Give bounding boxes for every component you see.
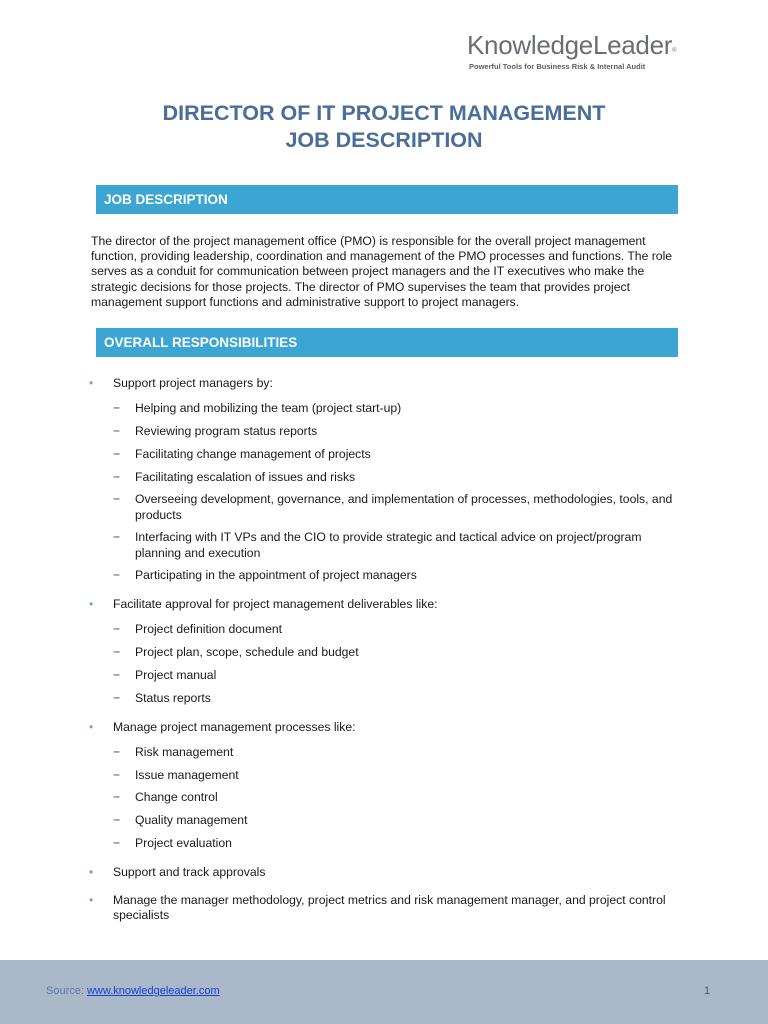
dash-marker: − (113, 530, 121, 545)
logo-tagline: Powerful Tools for Business Risk & Internal Audit (469, 62, 646, 71)
sub-list-item (89, 470, 679, 485)
bullet-text: Support and track approvals (113, 864, 266, 879)
responsibility-bullet (89, 865, 679, 880)
sub-list-item (89, 447, 679, 462)
sub-list-item (89, 768, 679, 783)
footer-source (46, 985, 220, 997)
dash-marker: − (113, 835, 121, 850)
sub-list-item (89, 813, 679, 828)
dash-marker: − (113, 424, 121, 438)
sub-list (89, 745, 679, 851)
sub-item-text: Project plan, scope, schedule and budget (135, 645, 359, 660)
sub-list-item (89, 424, 679, 439)
dash-marker: − (113, 568, 121, 583)
sub-list (89, 401, 679, 583)
bullet-marker: • (89, 864, 94, 879)
page-title (90, 100, 678, 154)
sub-item-text: Helping and mobilizing the team (project start-up) (135, 401, 402, 416)
sub-list-item (89, 668, 679, 683)
sub-list-item (89, 622, 679, 637)
sub-item-text: Interfacing with IT VPs and the CIO to provide strategic and tactical advice on project/program planning and execution (135, 530, 642, 560)
dash-marker: − (113, 690, 121, 705)
dash-marker: − (113, 767, 121, 782)
page-number: 1 (704, 985, 711, 997)
sub-item-text: Project manual (135, 667, 217, 682)
source-label: Source: (46, 985, 87, 997)
bullet-marker: • (89, 597, 94, 612)
job-description-paragraph: The director of the project management office (PMO) is responsible for the overall project management function, providing leadership, coordination and management of the PMO processes and functions. The role serves as a conduit for communication between project managers and the IT executives who make the strategic decisions for those projects. The director of PMO supervises the team that provides project management support functions and administrative support to project managers. (91, 234, 673, 309)
title-line-1: DIRECTOR OF IT PROJECT MANAGEMENT (162, 101, 606, 125)
responsibility-bullet (89, 720, 679, 735)
responsibility-bullet (89, 597, 679, 612)
section-heading-overall-responsibilities: OVERALL RESPONSIBILITIES (96, 328, 678, 357)
page-footer (0, 960, 768, 1024)
responsibilities-list (89, 376, 679, 923)
sub-list (89, 622, 679, 706)
bullet-marker: • (89, 892, 94, 907)
sub-item-text: Status reports (135, 690, 211, 705)
dash-marker: − (113, 469, 121, 484)
dash-marker: − (113, 622, 121, 637)
dash-marker: − (113, 744, 121, 759)
sub-item-text: Reviewing program status reports (135, 424, 318, 438)
bullet-marker: • (89, 376, 94, 390)
sub-item-text: Quality management (135, 813, 248, 828)
sub-item-text: Change control (135, 790, 218, 805)
sub-list-item (89, 401, 679, 416)
responsibility-bullet (89, 376, 679, 391)
title-line-2: JOB DESCRIPTION (285, 128, 483, 152)
dash-marker: − (113, 667, 121, 682)
logo-registered-mark: ® (672, 48, 677, 54)
sub-list-item (89, 530, 679, 560)
sub-list-item (89, 745, 679, 760)
sub-list-item (89, 492, 679, 522)
bullet-text: Facilitate approval for project management deliverables like: (113, 597, 438, 612)
sub-list-item (89, 790, 679, 805)
sub-item-text: Participating in the appointment of project managers (135, 568, 417, 583)
sub-item-text: Overseeing development, governance, and implementation of processes, methodologies, tools, and products (135, 492, 673, 522)
bullet-text: Manage project management processes like: (113, 719, 356, 734)
section-heading-job-description: JOB DESCRIPTION (96, 185, 678, 214)
bullet-text: Manage the manager methodology, project metrics and risk management manager, and project control specialists (113, 892, 666, 923)
bullet-marker: • (89, 719, 94, 734)
dash-marker: − (113, 790, 121, 805)
sub-item-text: Risk management (135, 744, 234, 759)
bullet-text: Support project managers by: (113, 376, 273, 390)
sub-list-item (89, 568, 679, 583)
dash-marker: − (113, 446, 121, 461)
sub-list-item (89, 836, 679, 851)
sub-list-item (89, 645, 679, 660)
dash-marker: − (113, 813, 121, 828)
sub-item-text: Issue management (135, 767, 239, 782)
dash-marker: − (113, 645, 121, 660)
sub-item-text: Facilitating escalation of issues and risks (135, 469, 356, 484)
sub-item-text: Project evaluation (135, 835, 232, 850)
sub-item-text: Facilitating change management of projects (135, 446, 371, 461)
dash-marker: − (113, 492, 121, 507)
source-link[interactable]: www.knowledgeleader.com (86, 985, 220, 997)
dash-marker: − (113, 401, 121, 416)
sub-item-text: Project definition document (135, 622, 283, 637)
knowledgeleader-logo (467, 30, 682, 71)
responsibility-bullet (89, 893, 679, 923)
sub-list-item (89, 691, 679, 706)
logo-wordmark: KnowledgeLeader (467, 30, 673, 60)
